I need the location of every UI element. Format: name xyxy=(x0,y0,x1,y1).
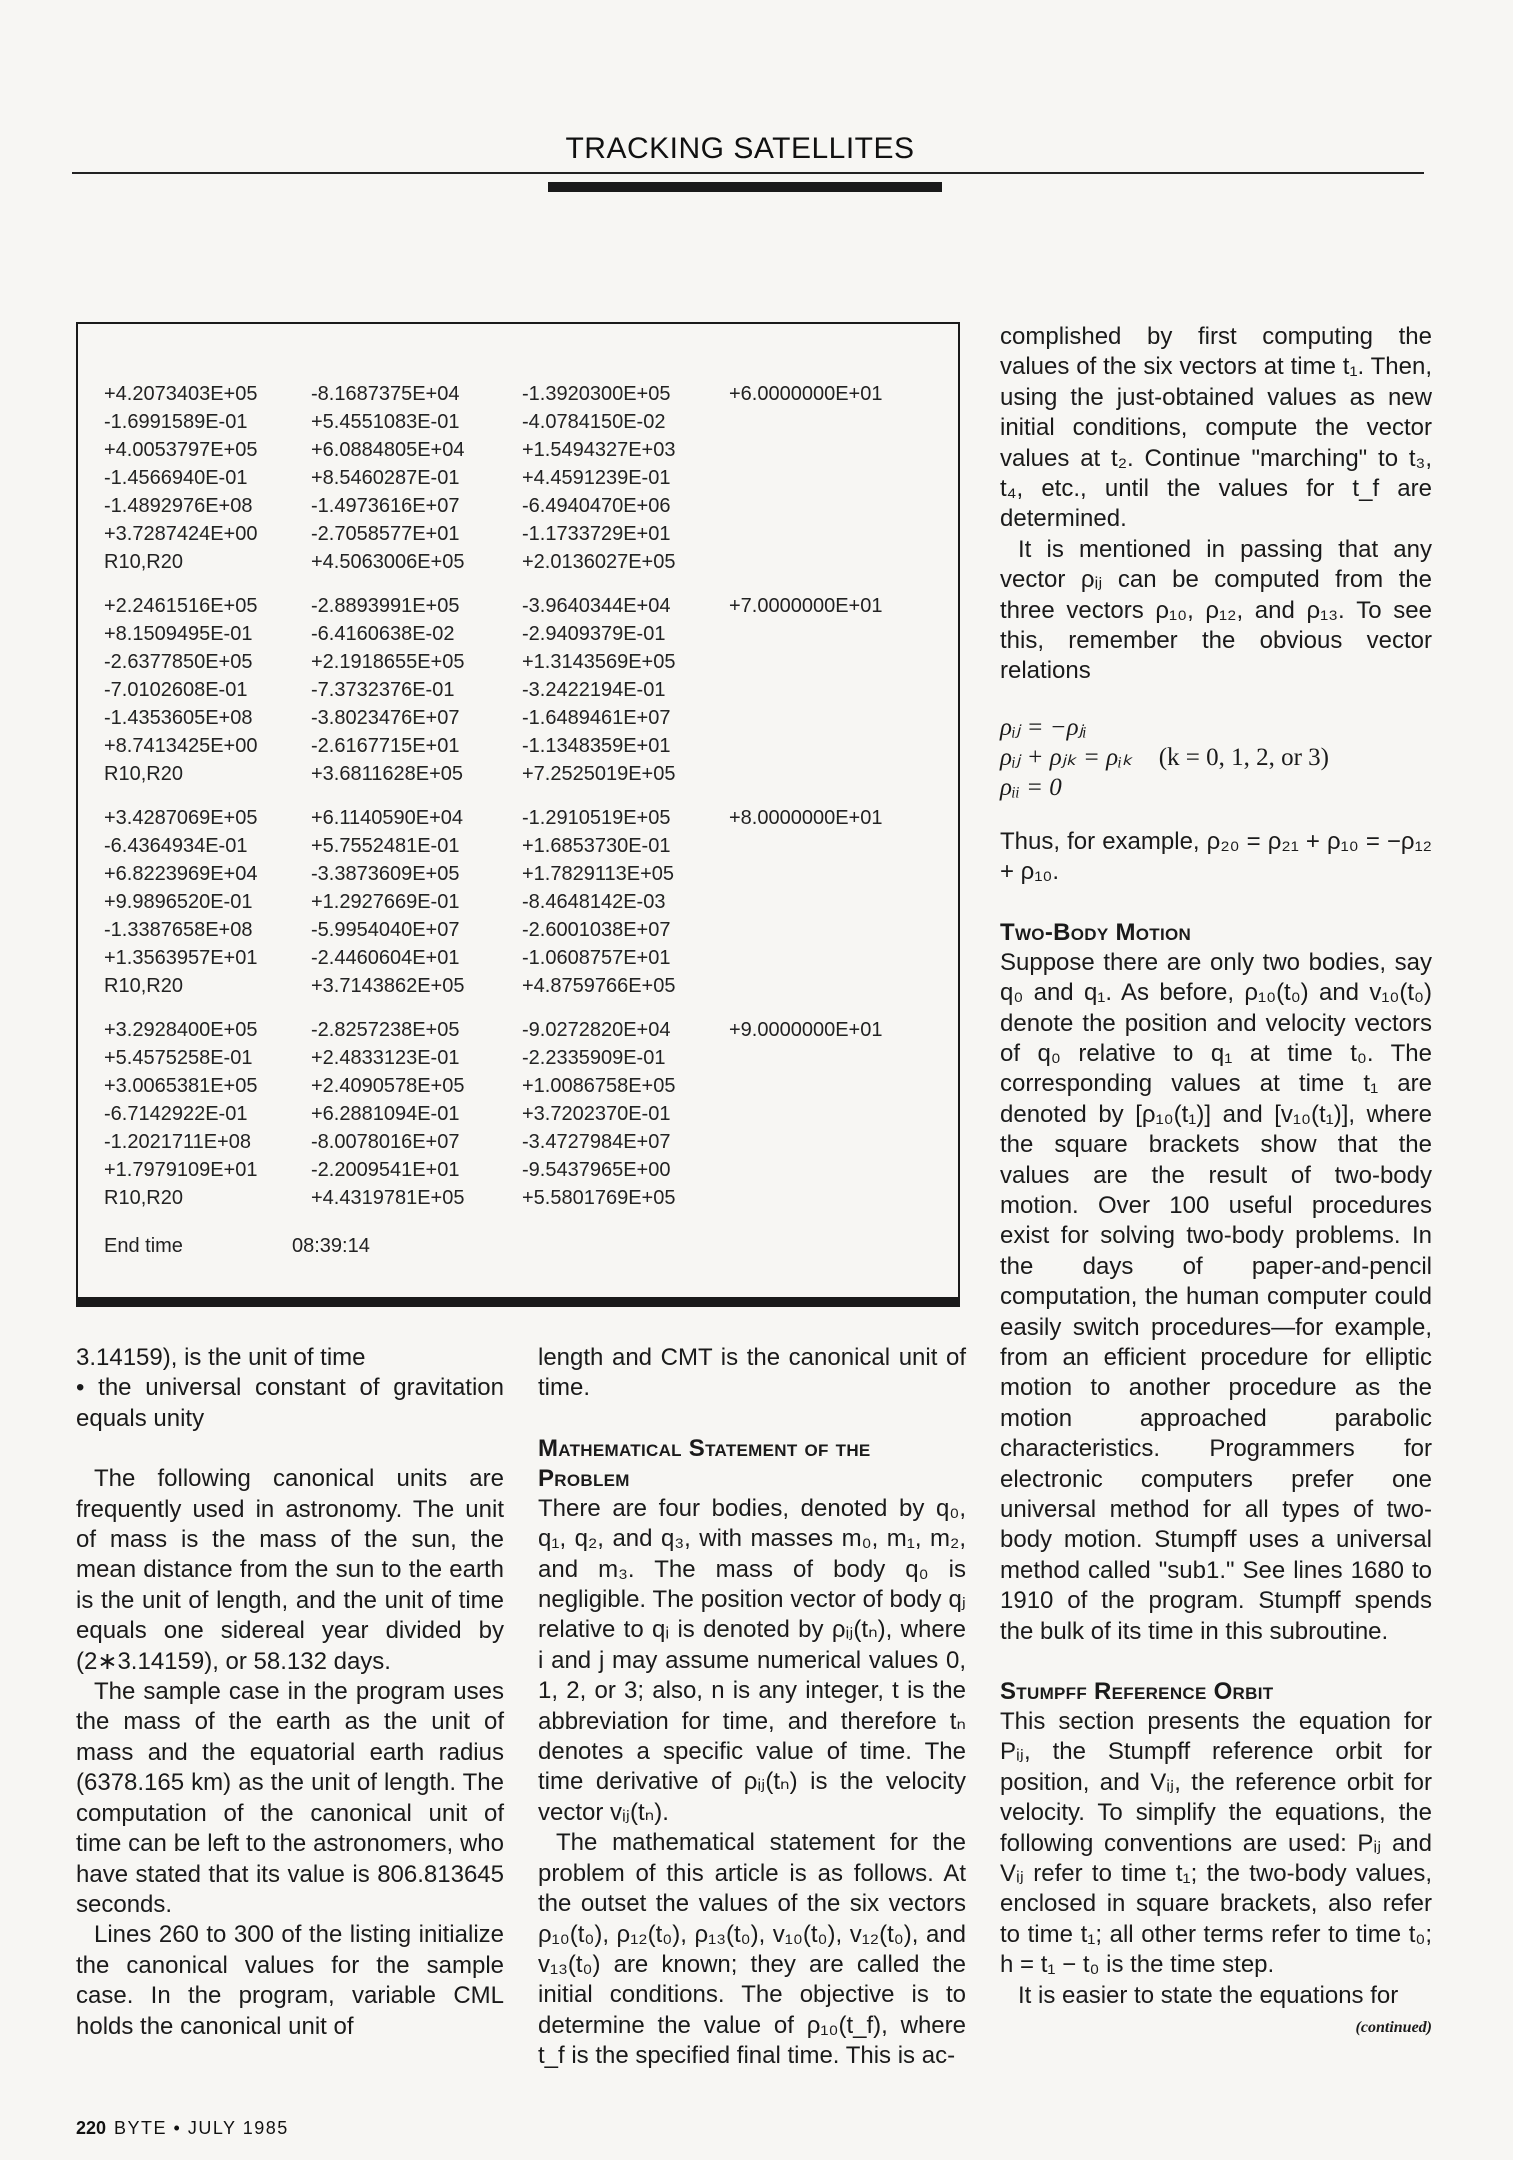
listing-cell: -2.6167715E+01 xyxy=(311,735,460,757)
listing-cell: +6.1140590E+04 xyxy=(311,807,464,829)
equation: ρᵢᵢ = 0 xyxy=(1000,773,1062,801)
paragraph: The following canonical units are frequently used in astronomy. The unit of mass is the mass of the sun, the mean distance from the sun to the earth is the unit of length, and the unit of time equals one sidereal year divided by (2∗3.14159), or 58.132 days. xyxy=(76,1465,504,1675)
listing-cell: -3.9640344E+04 xyxy=(522,595,671,617)
listing-cell: +6.0884805E+04 xyxy=(311,439,465,461)
listing-cell: +9.0000000E+01 xyxy=(729,1019,883,1041)
listing-cell: -4.0784150E-02 xyxy=(522,411,666,433)
listing-cell: +5.4551083E-01 xyxy=(311,411,460,433)
listing-cell: -6.4160638E-02 xyxy=(311,623,455,645)
listing-cell: +4.4319781E+05 xyxy=(311,1187,465,1209)
listing-cell: -3.8023476E+07 xyxy=(311,707,460,729)
listing-cell: +3.4287069E+05 xyxy=(104,807,258,829)
listing-cell: R10,R20 xyxy=(104,975,183,997)
page-number: 220 xyxy=(76,2118,107,2138)
listing-cell: +6.2881094E-01 xyxy=(311,1103,460,1125)
paragraph: It is easier to state the equations for xyxy=(1018,1981,1399,2009)
listing-cell: -1.2910519E+05 xyxy=(522,807,671,829)
listing-cell: +3.0065381E+05 xyxy=(104,1075,258,1097)
paragraph: The sample case in the program uses the mass of the earth as the unit of mass and the equatorial earth radius (6378.165 km) as the unit of length. The computation of the canonical unit of time can be left to the astronomers, who have stated that its value is 806.813645 seconds. xyxy=(76,1678,504,1918)
paragraph: It is mentioned in passing that any vector ρᵢⱼ can be computed from the three vectors ρ₁₀, ρ₁₂, and ρ₁₃. To see this, remember the obvious vector relations xyxy=(1000,535,1432,685)
listing-cell: -6.4940470E+06 xyxy=(522,495,671,517)
listing-cell: -2.8257238E+05 xyxy=(311,1019,460,1041)
paragraph: 3.14159), is the unit of time xyxy=(76,1344,366,1371)
listing-cell: +3.7202370E-01 xyxy=(522,1103,671,1125)
footer-text: BYTE • JULY 1985 xyxy=(114,2118,289,2138)
listing-cell: +6.8223969E+04 xyxy=(104,863,258,885)
end-time-row xyxy=(104,1232,504,1260)
listing-cell: +8.5460287E-01 xyxy=(311,467,460,489)
listing-cell: +5.5801769E+05 xyxy=(522,1187,676,1209)
listing-cell: -1.1348359E+01 xyxy=(522,735,671,757)
listing-cell: -1.6489461E+07 xyxy=(522,707,671,729)
listing-cell: -2.7058577E+01 xyxy=(311,523,460,545)
paragraph: length and CMT is the canonical unit of time. xyxy=(538,1344,966,1402)
listing-cell: -3.3873609E+05 xyxy=(311,863,460,885)
listing-cell: +6.0000000E+01 xyxy=(729,383,883,405)
section-heading: Two-Body Motion xyxy=(1000,918,1192,946)
listing-cell: +2.2461516E+05 xyxy=(104,595,258,617)
listing-cell: -1.6991589E-01 xyxy=(104,411,248,433)
listing-cell: R10,R20 xyxy=(104,763,183,785)
end-time-label: End time xyxy=(104,1235,183,1257)
listing-cell: +2.4090578E+05 xyxy=(311,1075,465,1097)
paragraph: Thus, for example, ρ₂₀ = ρ₂₁ + ρ₁₀ = −ρ₁₂ + ρ₁₀. xyxy=(1000,827,1432,886)
header-rule xyxy=(72,172,1424,174)
listing-cell: +7.0000000E+01 xyxy=(729,595,883,617)
listing-cell: +3.2928400E+05 xyxy=(104,1019,258,1041)
column-middle xyxy=(538,1343,966,2072)
listing-cell: -5.9954040E+07 xyxy=(311,919,460,941)
listing-cell: +1.5494327E+03 xyxy=(522,439,676,461)
listing-cell: -7.0102608E-01 xyxy=(104,679,248,701)
listing-cell: +4.2073403E+05 xyxy=(104,383,258,405)
paragraph: There are four bodies, denoted by q₀, q₁, q₂, and q₃, with masses m₀, m₁, m₂, and m₃. The mass of body q₀ is negligible. The position vector of body qⱼ relative to qᵢ is denoted by ρᵢⱼ(tₙ), where i and j may assume numerical values 0, 1, 2, or 3; also, n is any integer, t is the abbreviation for time, and therefore tₙ denotes a specific value of time. The time derivative of ρᵢⱼ(tₙ) is the velocity vector vᵢⱼ(tₙ). xyxy=(538,1494,966,1826)
listing-cell: -6.4364934E-01 xyxy=(104,835,248,857)
listing-cell: -2.2335909E-01 xyxy=(522,1047,666,1069)
listing-cell: +1.3563957E+01 xyxy=(104,947,258,969)
listing-cell: +8.1509495E-01 xyxy=(104,623,253,645)
listing-cell: +1.6853730E-01 xyxy=(522,835,671,857)
paragraph: Suppose there are only two bodies, say q₀ and q₁. As before, ρ₁₀(t₀) and v₁₀(t₀) denote the position and velocity vectors of q₀ relative to q₁ at time t₀. The corresponding values at time t₁ are denoted by [ρ₁₀(t₁)] and [v₁₀(t₁)], where the square brackets show that the values are the result of two-body motion. Over 100 useful procedures exist for solving two-body problems. In the days of paper-and-pencil computation, the human computer could easily switch procedures—for example, from an efficient procedure for elliptic motion to another procedure as the motion approached parabolic characteristics. Programmers for electronic computers prefer one universal method for all types of two-body motion. Stumpff uses a universal method called "sub1." See lines 1680 to 1910 of the program. Stumpff spends the bulk of its time in this subroutine. xyxy=(1000,948,1432,1645)
vector-relations xyxy=(1000,713,1432,803)
listing-cell: R10,R20 xyxy=(104,551,183,573)
section-heading: Stumpff Reference Orbit xyxy=(1000,1678,1274,1706)
equation-row xyxy=(1000,743,1432,773)
listing-cell: -1.2021711E+08 xyxy=(104,1131,251,1153)
listing-cell: +1.0086758E+05 xyxy=(522,1075,676,1097)
listing-cell: +7.2525019E+05 xyxy=(522,763,676,785)
listing-cell: -9.0272820E+04 xyxy=(522,1019,671,1041)
continued-note: (continued) xyxy=(1355,2019,1432,2037)
column-left xyxy=(76,1343,504,2042)
listing-cell: -3.2422194E-01 xyxy=(522,679,666,701)
listing-cell: +8.0000000E+01 xyxy=(729,807,883,829)
listing-cell: R10,R20 xyxy=(104,1187,183,1209)
listing-cell: -8.4648142E-03 xyxy=(522,891,666,913)
listing-cell: -9.5437965E+00 xyxy=(522,1159,671,1181)
listing-cell: -6.7142922E-01 xyxy=(104,1103,248,1125)
column-right xyxy=(1000,322,1432,2044)
listing-cell: +5.4575258E-01 xyxy=(104,1047,253,1069)
running-header-title: TRACKING SATELLITES xyxy=(565,132,915,165)
listing-cell: +1.7829113E+05 xyxy=(522,863,675,885)
listing-cell: +2.1918655E+05 xyxy=(311,651,465,673)
listing-cell: +2.4833123E-01 xyxy=(311,1047,460,1069)
paragraph: This section presents the equation for Pᵢⱼ, the Stumpff reference orbit for position, and Vᵢⱼ, the reference orbit for velocity. To simplify the equations, the following conventions are used: Pᵢⱼ and Vᵢⱼ refer to time t₁; the two-body values, enclosed in square brackets, also refer to time t₁; all other terms refer to time t₀; h = t₁ − t₀ is the time step. xyxy=(1000,1708,1432,1979)
listing-cell: +2.0136027E+05 xyxy=(522,551,676,573)
listing-cell: +3.7143862E+05 xyxy=(311,975,465,997)
listing-cell: -2.2009541E+01 xyxy=(311,1159,460,1181)
section-heading: Mathematical Statement of the Problem xyxy=(538,1434,871,1492)
program-output-listing xyxy=(76,322,960,1307)
listing-cell: +5.7552481E-01 xyxy=(311,835,460,857)
listing-cell: -1.0608757E+01 xyxy=(522,947,671,969)
listing-cell: -1.4566940E-01 xyxy=(104,467,248,489)
listing-cell: -1.3387658E+08 xyxy=(104,919,253,941)
listing-cell: +4.0053797E+05 xyxy=(104,439,258,461)
listing-cell: +3.7287424E+00 xyxy=(104,523,258,545)
end-time-value: 08:39:14 xyxy=(292,1235,370,1257)
listing-cell: -1.1733729E+01 xyxy=(522,523,671,545)
listing-cell: -2.6001038E+07 xyxy=(522,919,671,941)
listing-cell: +4.8759766E+05 xyxy=(522,975,676,997)
listing-cell: -1.3920300E+05 xyxy=(522,383,671,405)
page-footer xyxy=(76,2118,289,2139)
listing-cell: +9.9896520E-01 xyxy=(104,891,253,913)
equation-note: (k = 0, 1, 2, or 3) xyxy=(1158,743,1330,771)
listing-cell: +4.5063006E+05 xyxy=(311,551,465,573)
paragraph: The mathematical statement for the problem of this article is as follows. At the outset the values of the six vectors ρ₁₀(t₀), ρ₁₂(t₀), ρ₁₃(t₀), v₁₀(t₀), v₁₂(t₀), and v₁₃(t₀) are known; they are called the initial conditions. The objective is to determine the value of ρ₁₀(t_f), where t_f is the specified final time. This is ac- xyxy=(538,1829,966,2070)
paragraph: complished by first computing the values of the six vectors at time t₁. Then, using the just-obtained values as new initial conditions, compute the vector values at t₂. Continue "marching" to t₃, t₄, etc., until the values for t_f are determined. xyxy=(1000,323,1432,533)
equation: ρᵢⱼ = −ρⱼᵢ xyxy=(1000,713,1087,741)
listing-cell: -2.6377850E+05 xyxy=(104,651,253,673)
listing-cell: -8.0078016E+07 xyxy=(311,1131,460,1153)
listing-cell: -8.1687375E+04 xyxy=(311,383,460,405)
listing-cell: -1.4353605E+08 xyxy=(104,707,253,729)
listing-cell: -7.3732376E-01 xyxy=(311,679,455,701)
listing-cell: -1.4892976E+08 xyxy=(104,495,253,517)
header-bar xyxy=(548,182,942,192)
equation: ρᵢⱼ + ρⱼₖ = ρᵢₖ xyxy=(1000,743,1133,771)
listing-cell: +3.6811628E+05 xyxy=(311,763,464,785)
listing-cell: +1.3143569E+05 xyxy=(522,651,676,673)
listing-cell: +1.2927669E-01 xyxy=(311,891,460,913)
listing-cell: -2.9409379E-01 xyxy=(522,623,666,645)
listing-cell: -1.4973616E+07 xyxy=(311,495,460,517)
paragraph: Lines 260 to 300 of the listing initialize the canonical values for the sample case. In the program, variable CML holds the canonical unit of xyxy=(76,1921,504,2040)
listing-cell: -3.4727984E+07 xyxy=(522,1131,671,1153)
listing-cell: +8.7413425E+00 xyxy=(104,735,258,757)
listing-cell: +1.7979109E+01 xyxy=(104,1159,258,1181)
listing-cell: -2.4460604E+01 xyxy=(311,947,460,969)
listing-cell: +4.4591239E-01 xyxy=(522,467,671,489)
bullet-item: • the universal constant of gravitation equals unity xyxy=(76,1374,504,1432)
listing-cell: -2.8893991E+05 xyxy=(311,595,460,617)
